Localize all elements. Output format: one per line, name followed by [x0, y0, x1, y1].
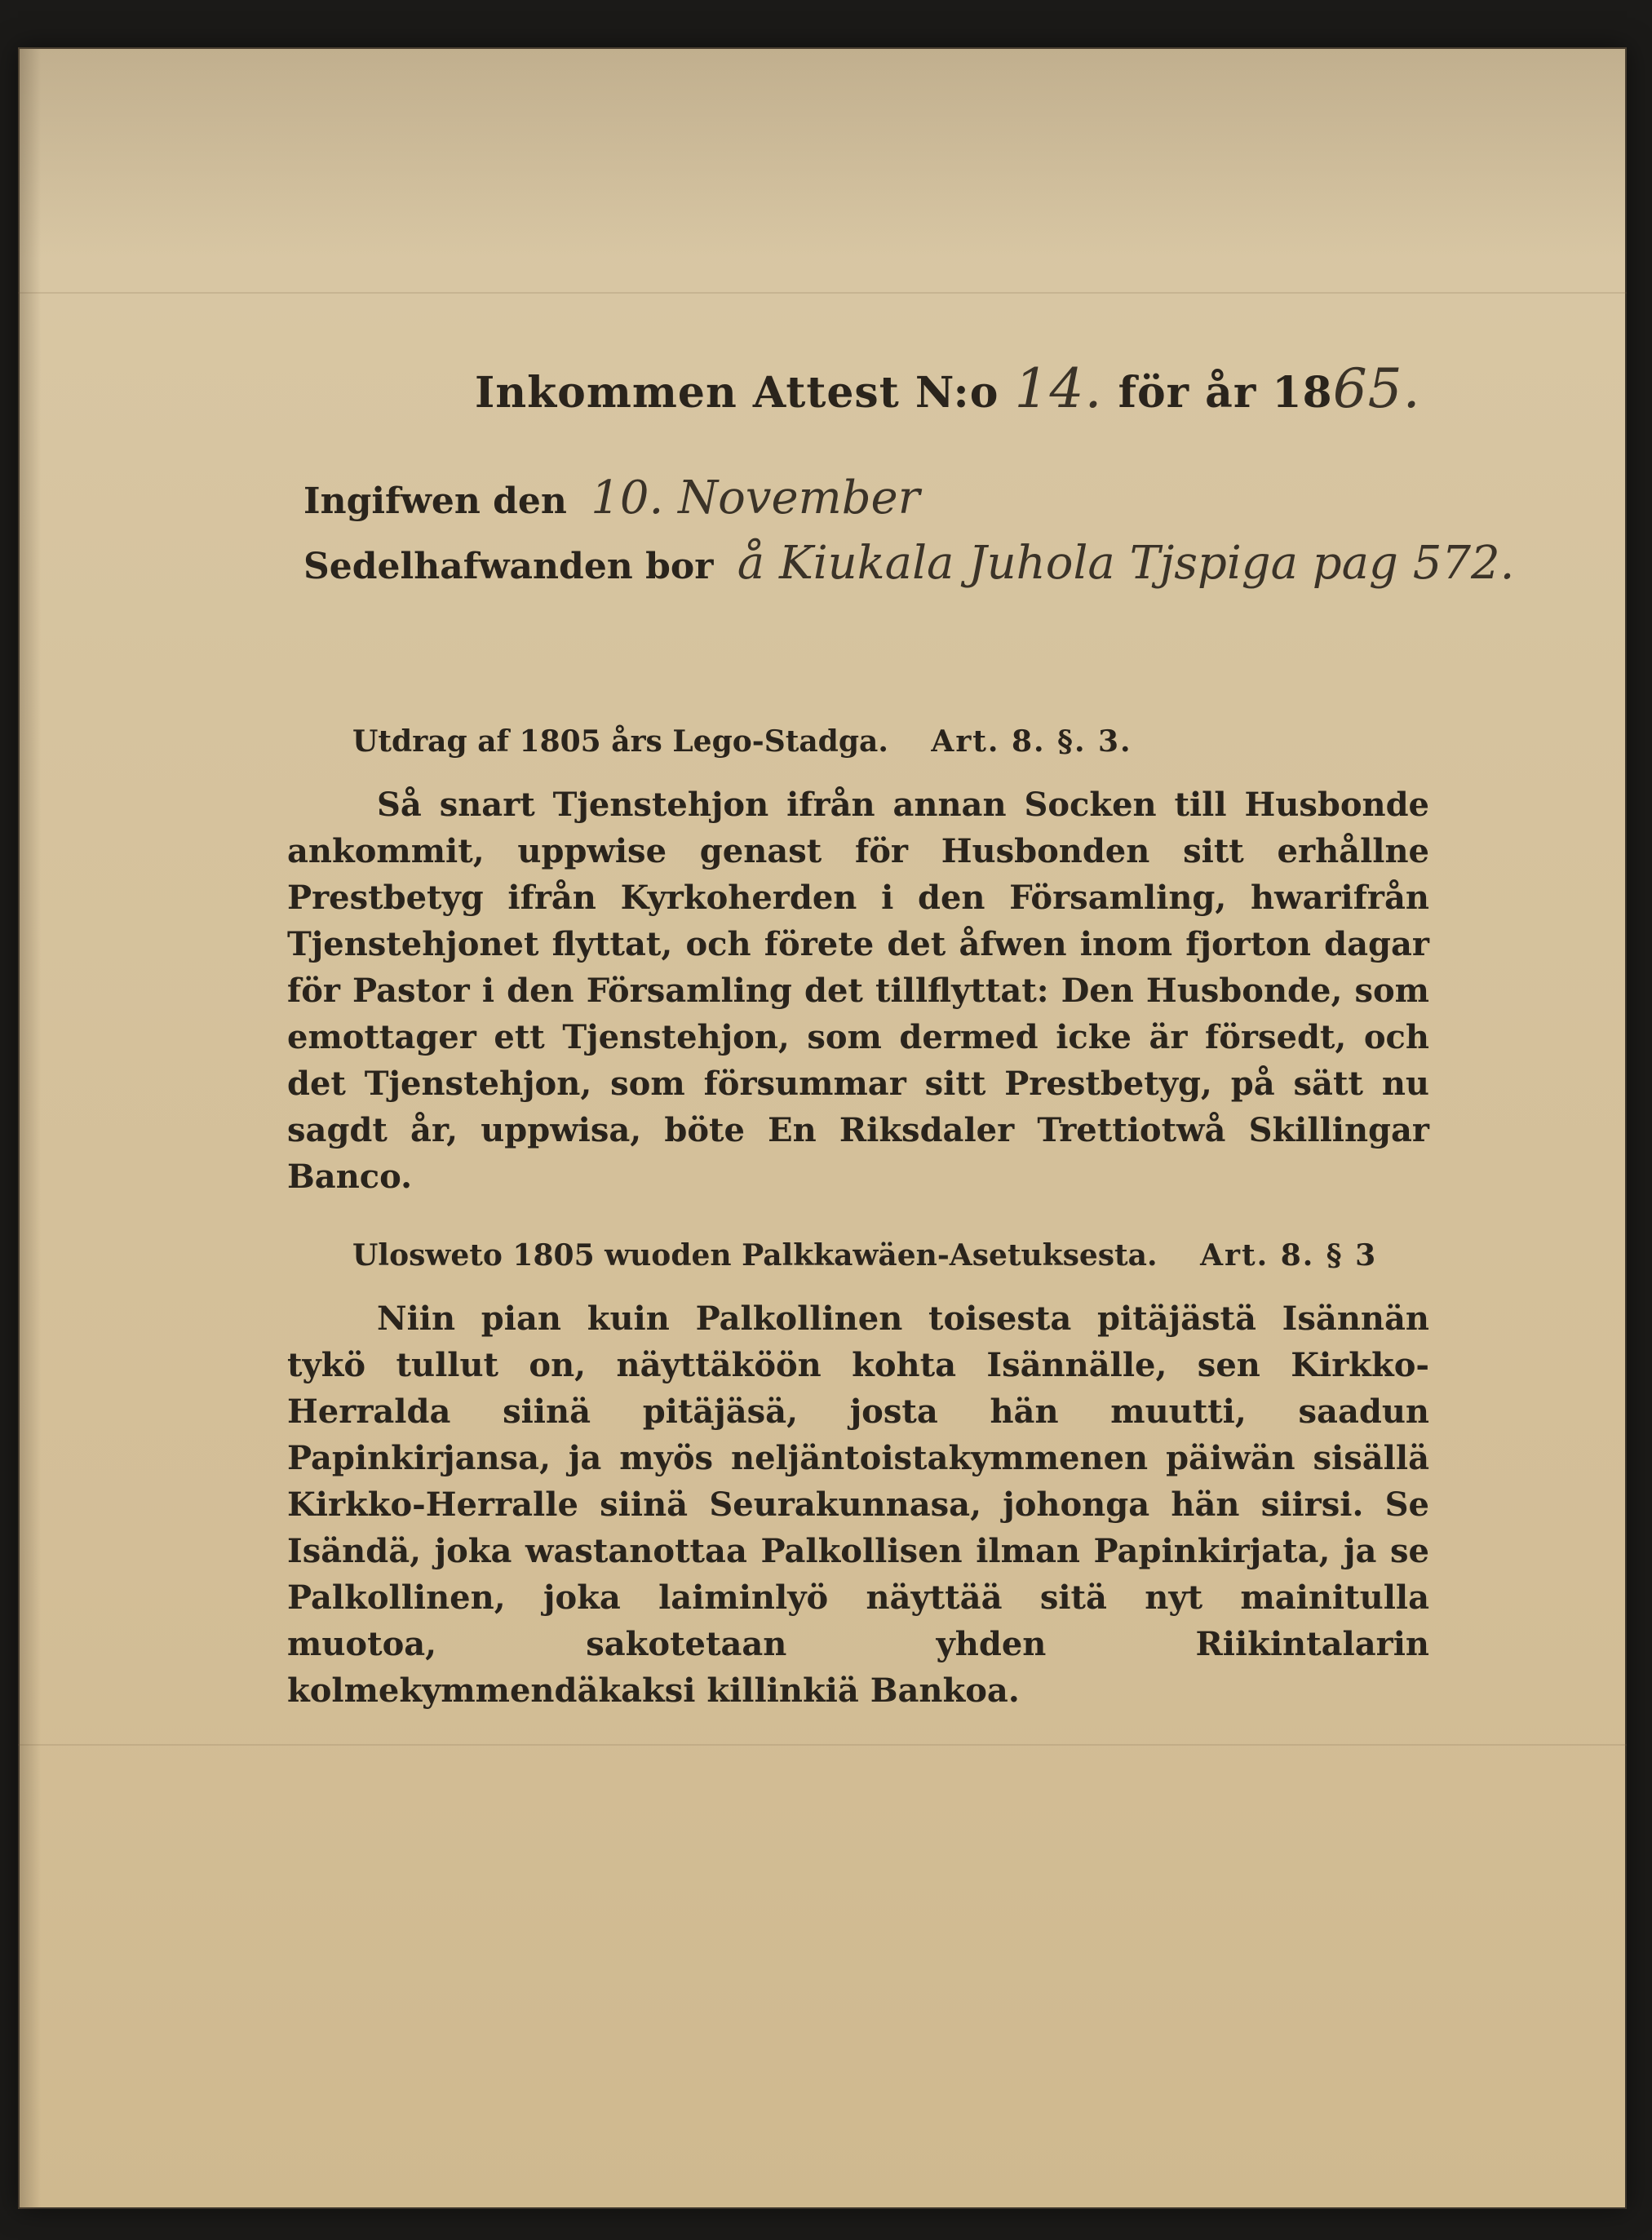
- document-paper: [18, 47, 1627, 2209]
- swedish-section-body: Så snart Tjenstehjon ifrån annan Socken till Husbonde ankommit, uppwise genast för Husbonden sitt erhållne Prestbetyg ifrån Kyrkoherden i den Församling, hwarifrån Tjenstehjonet flyttat, och förete det åfwen inom fjorton dagar för Pastor i den Församling det tillflyttat: Den Husbonde, som emottager ett Tjenstehjon, som dermed icke är försedt, och det Tjenstehjon, som försummar sitt Prestbetyg, på sätt nu sagdt år, uppwisa, böte En Riksdaler Trettiotwå Skillingar Banco.: [287, 786, 1429, 1196]
- title-printed-prefix: Inkommen Attest N:o: [475, 368, 999, 418]
- title-printed-mid: för år 18: [1118, 368, 1333, 418]
- residence-line: [303, 537, 1514, 590]
- finnish-heading-text: Ulosweto 1805 wuoden Palkkawäen-Asetuksesta.: [352, 1238, 1158, 1273]
- finnish-section-body: Niin pian kuin Palkollinen toisesta pitäjästä Isännän tykö tullut on, näyttäköön kohta Isännälle, sen Kirkko-Herralda siinä pitäjäsä, josta hän muutti, saadun Papinkirjansa, ja myös neljäntoistakymmenen päiwän sisällä Kirkko-Herralle siinä Seurakunnasa, johonga hän siirsi. Se Isändä, joka wastanottaa Palkollisen ilman Papinkirjata, ja se Palkollinen, joka laiminlyö näyttää sitä nyt mainitulla muotoa, sakotetaan yhden Riikintalarin kolmekymmendäkaksi killinkiä Bankoa.: [287, 1299, 1429, 1710]
- swedish-heading-text: Utdrag af 1805 års Lego-Stadga.: [352, 724, 888, 759]
- attest-number-handwritten: 14.: [1014, 357, 1103, 420]
- finnish-heading-reference: Art. 8. § 3: [1200, 1238, 1378, 1273]
- swedish-heading-reference: Art. 8. §. 3.: [931, 724, 1132, 759]
- filed-date-line: [303, 471, 919, 525]
- document-content: [18, 47, 1627, 2209]
- finnish-section-heading: [352, 1238, 1377, 1273]
- swedish-section-heading: [352, 724, 1132, 759]
- document-title: [475, 357, 1421, 420]
- residence-label: Sedelhafwanden bor: [303, 546, 714, 587]
- year-handwritten: 65.: [1332, 357, 1421, 420]
- filed-date-value: 10. November: [591, 471, 920, 525]
- filed-date-label: Ingifwen den: [303, 480, 567, 522]
- residence-value: å Kiukala Juhola Tjspiga pag 572.: [737, 537, 1515, 590]
